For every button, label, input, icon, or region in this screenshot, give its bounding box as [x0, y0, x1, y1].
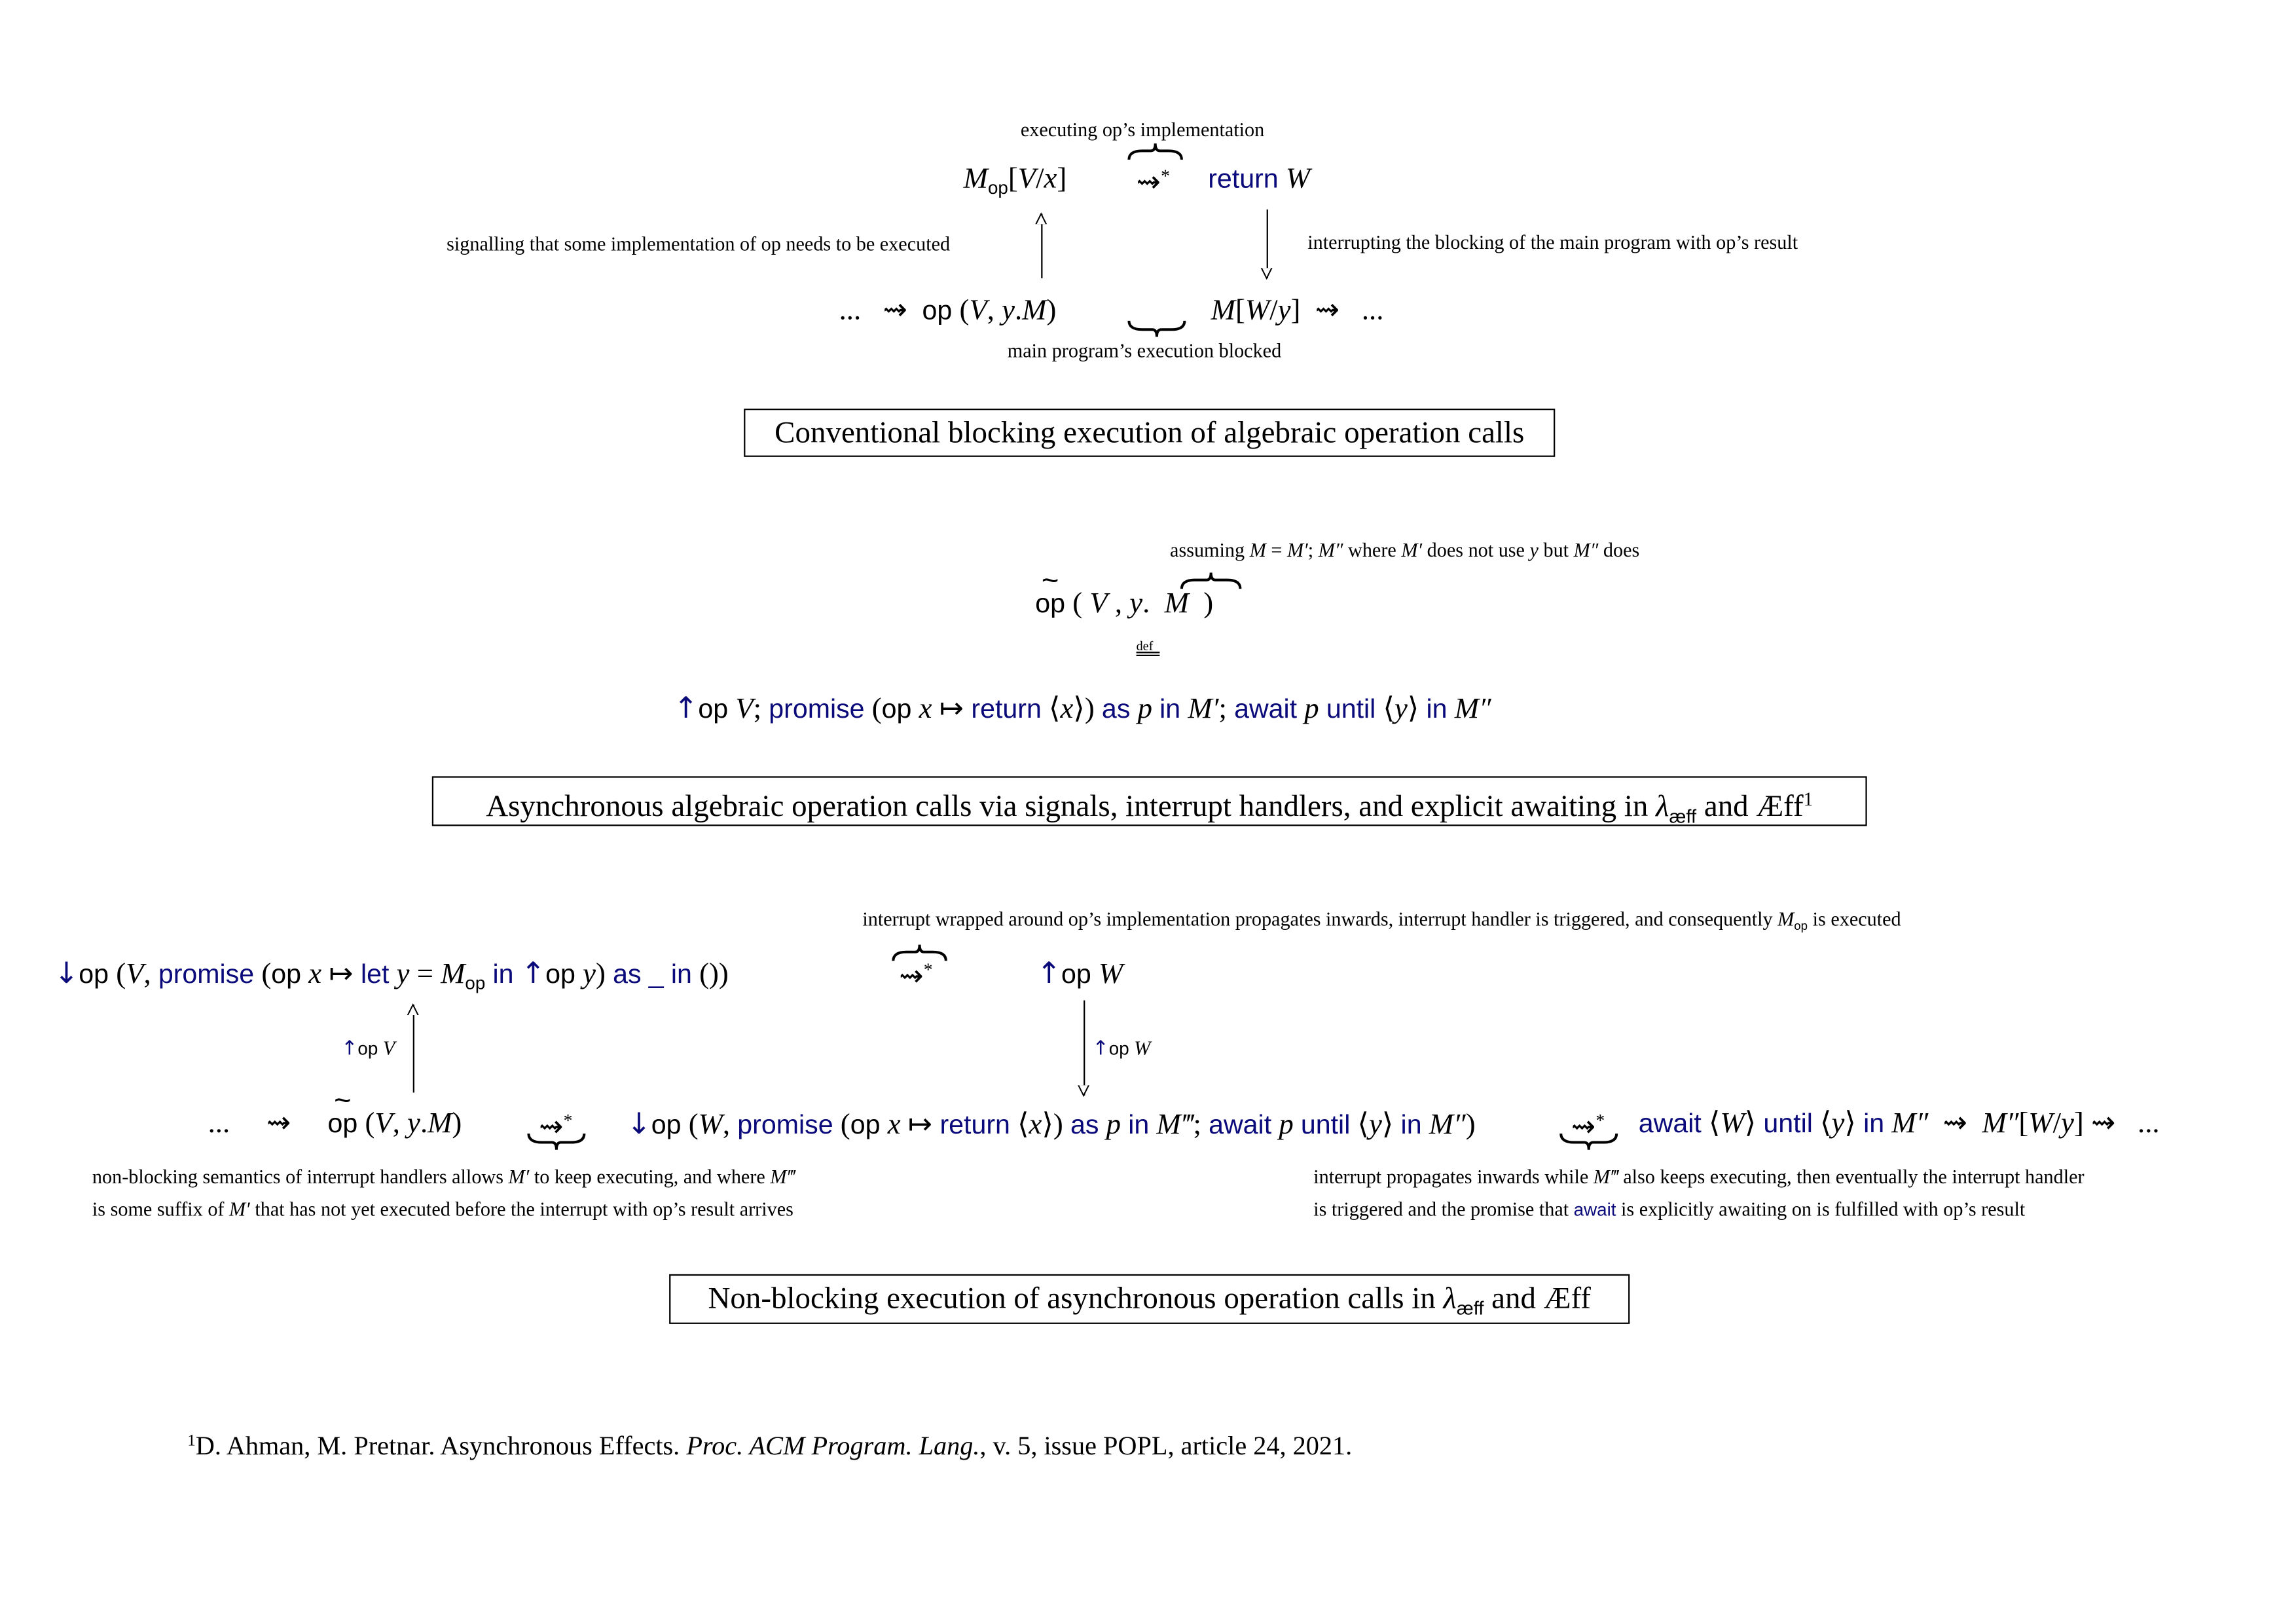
multi-step-arrow — [899, 952, 932, 994]
formula-token: where — [1343, 539, 1402, 561]
keyword: in — [1863, 1107, 1885, 1138]
keyword: promise — [158, 957, 255, 989]
formula-token: M″ — [1454, 692, 1491, 726]
right-note-line-2 — [1313, 1196, 2025, 1223]
formula-token: λ — [1656, 788, 1669, 824]
formula-token: y — [396, 957, 410, 990]
keyword: promise — [737, 1109, 833, 1140]
formula-token: y — [1277, 294, 1291, 327]
up-arrow-icon — [413, 1005, 414, 1092]
formula-token: y — [407, 1107, 420, 1140]
formula-token: op — [1108, 1038, 1129, 1060]
formula-token: and Æff — [1696, 788, 1804, 824]
formula-token — [1129, 1037, 1135, 1060]
blocked-label: main program’s execution blocked — [1007, 339, 1282, 362]
formula-token: M′ — [1287, 539, 1308, 561]
formula-token: / — [1036, 162, 1044, 195]
formula-token — [1319, 693, 1326, 725]
formula-token: V — [1089, 587, 1108, 620]
formula-token: , — [392, 1107, 408, 1140]
formula-token: M″ — [1891, 1107, 1929, 1140]
formula-token: x — [1060, 692, 1074, 726]
formula-token: ; — [1218, 692, 1235, 726]
formula-token: ⇝ — [2083, 1107, 2138, 1140]
formula-token: ↦ — [321, 957, 361, 990]
formula-token — [1180, 693, 1188, 725]
formula-token: . — [1014, 294, 1023, 327]
formula-token: y — [1394, 692, 1408, 726]
formula-token: p — [1106, 1109, 1121, 1141]
formula-token: to keep executing, and where — [529, 1166, 771, 1188]
formula-token: W — [1720, 1107, 1745, 1140]
formula-token: ) — [1465, 1109, 1476, 1141]
formula-token: ] — [2073, 1107, 2084, 1140]
formula-token — [1152, 693, 1159, 725]
interrupt-handler-term — [54, 955, 729, 1001]
def-label: def — [1136, 638, 1154, 654]
formula-token: ⟨ — [1350, 1109, 1370, 1141]
keyword: in — [1400, 1109, 1422, 1140]
formula-token: [ — [2018, 1107, 2029, 1140]
keyword: await — [1209, 1109, 1272, 1140]
formula-token: op — [1794, 918, 1808, 933]
formula-token: W — [1134, 1037, 1151, 1060]
formula-token: ( — [1065, 587, 1090, 620]
signal-arrow-icon: ↑ — [520, 955, 546, 990]
formula-token — [378, 1037, 383, 1060]
interrupt-propagation-label — [862, 906, 1901, 938]
keyword: in — [670, 957, 692, 989]
formula-token: * — [923, 959, 933, 980]
installed-handler-term — [627, 1106, 1475, 1143]
keyword: return — [971, 692, 1042, 724]
formula-token: ( — [864, 692, 882, 726]
formula-token: also keeps executing, then eventually the interrupt handler — [1618, 1166, 2085, 1188]
formula-token: V — [735, 692, 754, 726]
async-op-lhs — [1035, 586, 1213, 621]
formula-token: M — [1022, 294, 1047, 327]
formula-token: y — [1002, 294, 1015, 327]
keyword: await — [1573, 1199, 1616, 1221]
formula-token: λ — [1443, 1280, 1457, 1316]
executing-implementation-label: executing op’s implementation — [1020, 119, 1265, 141]
implementation-term — [964, 161, 1067, 206]
keyword: until — [1763, 1107, 1813, 1138]
formula-token: assuming — [1170, 539, 1250, 561]
signal-arrow-icon: ↑ — [341, 1037, 358, 1061]
overbrace-icon — [1180, 573, 1242, 591]
keyword: await — [1234, 692, 1298, 724]
formula-token: ⟨ — [1376, 692, 1394, 726]
formula-token: x — [308, 957, 322, 990]
formula-token: ⟨ — [1041, 692, 1061, 726]
keyword: until — [1300, 1109, 1351, 1140]
async-op-rhs — [674, 690, 1491, 726]
formula-token: W — [2028, 1107, 2053, 1140]
keyword: in — [1426, 692, 1448, 724]
await-term — [1639, 1106, 2160, 1141]
formula-token: op — [987, 177, 1008, 198]
formula-token: and Æff — [1484, 1280, 1591, 1316]
formula-token: op — [922, 294, 953, 325]
formula-token: [ — [1235, 294, 1245, 327]
formula-token: = — [409, 957, 441, 990]
keyword: return — [1208, 162, 1279, 194]
left-note-line-1 — [92, 1164, 795, 1190]
formula-token — [1091, 958, 1099, 990]
formula-token: M — [1164, 587, 1189, 620]
formula-token: M — [963, 162, 988, 195]
formula-token: / — [1269, 294, 1278, 327]
formula-token: ⟩) — [1073, 692, 1102, 726]
down-arrow-icon — [1267, 210, 1268, 278]
formula-token: M′ — [508, 1166, 530, 1188]
formula-token: ⇝ — [1136, 166, 1161, 199]
formula-token: op — [651, 1109, 682, 1140]
formula-token: ... — [1361, 294, 1384, 327]
signal-arrow-icon: ↑ — [673, 690, 699, 726]
formula-token — [389, 958, 396, 990]
signal-result-term — [1037, 955, 1123, 991]
formula-token: ] — [1057, 162, 1067, 195]
formula-token: * — [1595, 1110, 1605, 1131]
formula-token: is some suffix of — [92, 1198, 230, 1221]
formula-token: M — [1249, 539, 1266, 561]
formula-token: Asynchronous algebraic operation calls via signals, interrupt handlers, and explicit awaiting in — [486, 788, 1656, 824]
formula-token: ↦ — [900, 1109, 940, 1141]
formula-token: M″ — [1573, 539, 1599, 561]
formula-token: W — [698, 1109, 723, 1141]
formula-token: ( — [357, 1107, 375, 1140]
footnote — [187, 1424, 1352, 1464]
formula-token: ⟩ — [1381, 1109, 1401, 1141]
formula-token: ⇝ — [861, 294, 922, 327]
formula-token: is executed — [1808, 908, 1901, 931]
formula-token: ⇝ — [1571, 1111, 1596, 1144]
formula-token: ( — [833, 1109, 850, 1141]
underbrace-icon — [1127, 320, 1186, 337]
formula-token: interrupt propagates inwards while — [1313, 1166, 1594, 1188]
formula-token: p — [1279, 1109, 1294, 1141]
formula-token — [575, 958, 583, 990]
signal-v-label — [341, 1035, 395, 1061]
formula-token: op — [79, 957, 109, 989]
keyword: _ — [648, 957, 664, 989]
formula-token: op — [271, 957, 302, 989]
formula-token — [881, 1109, 888, 1141]
formula-token: / — [2052, 1107, 2062, 1140]
assumption-label — [1170, 538, 1639, 564]
formula-token: ( — [254, 957, 272, 990]
interrupting-label: interrupting the blocking of the main program with op’s result — [1307, 231, 1798, 253]
formula-token: M′ — [1401, 539, 1423, 561]
formula-token: op — [1061, 957, 1091, 989]
formula-token: V — [1017, 162, 1036, 195]
formula-token: M — [1211, 294, 1235, 327]
formula-token: æff — [1669, 805, 1697, 828]
formula-token: D. Ahman, M. Pretnar. Asynchronous Effects. — [195, 1431, 687, 1461]
formula-token: x — [887, 1109, 901, 1141]
formula-token — [642, 958, 649, 990]
formula-token: * — [563, 1110, 573, 1131]
formula-token: M‴ — [770, 1166, 795, 1188]
keyword: in — [1128, 1109, 1150, 1140]
caption-non-blocking — [669, 1274, 1630, 1324]
formula-token: . — [420, 1107, 428, 1140]
formula-token: , — [722, 1109, 738, 1141]
formula-token — [513, 958, 520, 990]
formula-token: ) — [452, 1107, 462, 1140]
formula-token: ... — [839, 294, 862, 327]
down-arrow-icon — [1084, 1001, 1085, 1096]
formula-token: V — [969, 294, 987, 327]
formula-token: M — [428, 1107, 452, 1140]
formula-token: ; — [1193, 1109, 1209, 1141]
formula-token: , — [987, 294, 1002, 327]
formula-token: op — [698, 692, 729, 724]
formula-token — [1130, 693, 1137, 725]
formula-token: that has not yet executed before the interrupt with op’s result arrives — [249, 1198, 793, 1221]
formula-token: M′ — [229, 1198, 250, 1221]
formula-token: V — [126, 957, 144, 990]
formula-token: M′ — [1188, 692, 1219, 726]
formula-token: ; — [1307, 539, 1319, 561]
formula-token: ⇝ — [230, 1107, 328, 1140]
formula-token — [1884, 1107, 1891, 1139]
caption-async — [432, 776, 1867, 826]
keyword: as — [1070, 1109, 1099, 1140]
formula-token: = — [1266, 539, 1288, 561]
formula-token: 1 — [187, 1432, 196, 1450]
formula-token — [1149, 1109, 1156, 1141]
formula-token: ⇝ — [899, 960, 924, 993]
formula-token: ⟨ — [1701, 1107, 1721, 1140]
up-arrow-icon — [1041, 214, 1042, 278]
formula-token — [911, 693, 919, 725]
operation-call-term — [839, 293, 1057, 328]
formula-token: ↦ — [932, 692, 972, 726]
formula-token: non-blocking semantics of interrupt handlers allows — [92, 1166, 509, 1188]
right-note-line-1 — [1313, 1164, 2084, 1190]
formula-token: ... — [208, 1107, 230, 1140]
formula-token: ) — [1046, 294, 1057, 327]
formula-token: ⟨ — [1812, 1107, 1832, 1140]
formula-token: p — [1137, 692, 1152, 726]
formula-token: ⇝ — [539, 1111, 564, 1144]
formula-token: , — [1107, 587, 1130, 620]
formula-token — [664, 958, 671, 990]
signal-arrow-icon: ↑ — [1092, 1037, 1109, 1061]
equals-icon — [1137, 652, 1160, 656]
formula-token: p — [1304, 692, 1319, 726]
keyword: promise — [769, 692, 865, 724]
formula-token: Conventional blocking execution of algebraic operation calls — [774, 414, 1525, 450]
formula-token: ) — [596, 957, 613, 990]
formula-token: W — [1098, 957, 1123, 990]
continuation-term — [1211, 293, 1384, 328]
formula-token: does — [1598, 539, 1640, 561]
formula-token: M — [441, 957, 465, 990]
async-call-term — [208, 1106, 462, 1141]
formula-token: W — [1285, 162, 1311, 195]
keyword: in — [1159, 692, 1181, 724]
formula-token: op — [545, 957, 575, 989]
formula-token: ()) — [691, 957, 729, 990]
signalling-label: signalling that some implementation of op needs to be executed — [446, 232, 951, 255]
keyword: as — [1101, 692, 1131, 724]
formula-token: is triggered and the promise that — [1313, 1198, 1574, 1221]
keyword: as — [613, 957, 642, 989]
formula-token: M‴ — [1156, 1109, 1194, 1141]
formula-token: op — [357, 1038, 378, 1060]
formula-token: M — [1777, 908, 1795, 931]
keyword: await — [1638, 1107, 1702, 1138]
formula-token: Proc. ACM Program. Lang. — [686, 1431, 980, 1461]
formula-token: ⇝ — [1300, 294, 1362, 327]
formula-token: W — [1245, 294, 1270, 327]
formula-token — [728, 693, 735, 725]
underbrace-icon — [1559, 1132, 1618, 1150]
formula-token: M″ — [1318, 539, 1343, 561]
formula-token: x — [1044, 162, 1057, 195]
formula-token: , — [143, 957, 158, 990]
formula-token: y — [1529, 539, 1539, 561]
formula-token: , v. 5, issue POPL, article 24, 2021. — [979, 1431, 1353, 1461]
left-note-line-2 — [92, 1196, 793, 1223]
formula-token: M″ — [1982, 1107, 2019, 1140]
formula-token: ( — [681, 1109, 699, 1141]
formula-token: V — [374, 1107, 393, 1140]
formula-token — [1279, 162, 1286, 194]
formula-token: ) — [1188, 587, 1214, 620]
formula-token: but — [1538, 539, 1574, 561]
overbrace-icon — [1127, 143, 1183, 161]
formula-token: ~ op — [1035, 586, 1065, 621]
formula-token: ⟩ — [1844, 1107, 1864, 1140]
formula-token: x — [1029, 1109, 1042, 1141]
formula-token: æff — [1456, 1297, 1484, 1320]
formula-token: ... — [2138, 1107, 2160, 1140]
formula-token: M″ — [1429, 1109, 1466, 1141]
formula-token: . — [1142, 587, 1165, 620]
formula-token — [301, 958, 308, 990]
formula-token: ⟩ — [1407, 692, 1427, 726]
formula-token: ; — [753, 692, 769, 726]
formula-token: does not use — [1422, 539, 1530, 561]
formula-token: y — [1831, 1107, 1845, 1140]
formula-token: ⇝ — [1928, 1107, 1982, 1140]
formula-token: op — [881, 692, 912, 724]
formula-token: ( — [952, 294, 970, 327]
keyword: until — [1326, 692, 1376, 724]
formula-token: V — [382, 1037, 395, 1060]
formula-token — [1422, 1109, 1429, 1141]
formula-token: y — [1369, 1109, 1382, 1141]
multi-step-arrow — [1137, 158, 1170, 200]
formula-token: y — [583, 957, 596, 990]
formula-token: M‴ — [1593, 1166, 1618, 1188]
formula-token: ⟨ — [1010, 1109, 1029, 1141]
formula-token — [1297, 693, 1304, 725]
formula-token: ( — [109, 957, 126, 990]
keyword: let — [360, 957, 390, 989]
formula-token: Non-blocking execution of asynchronous operation calls in — [708, 1280, 1444, 1316]
keyword: return — [939, 1109, 1010, 1140]
caption-blocking — [744, 409, 1555, 457]
formula-token: ~ op — [327, 1106, 357, 1141]
formula-token: [ — [1008, 162, 1018, 195]
signal-arrow-icon: ↓ — [54, 955, 79, 990]
return-result-term — [1208, 161, 1310, 196]
keyword: in — [492, 957, 514, 989]
formula-token: y — [2061, 1107, 2074, 1140]
formula-token: op — [850, 1109, 881, 1140]
formula-token: ⟩) — [1042, 1109, 1070, 1141]
signal-w-label — [1093, 1035, 1151, 1061]
signal-arrow-icon: ↑ — [1036, 955, 1062, 990]
formula-token: ⟩ — [1744, 1107, 1764, 1140]
formula-token: is explicitly awaiting on is fulfilled with op’s result — [1616, 1198, 2026, 1221]
formula-token: y — [1129, 587, 1143, 620]
formula-token: * — [1161, 165, 1170, 187]
underbrace-icon — [527, 1132, 585, 1150]
formula-token: op — [465, 972, 486, 994]
signal-arrow-icon: ↓ — [627, 1105, 651, 1141]
formula-token: 1 — [1803, 788, 1813, 810]
formula-token: ] — [1290, 294, 1301, 327]
formula-token: interrupt wrapped around op’s implementation propagates inwards, interrupt handler is triggered, and consequently — [862, 908, 1778, 931]
formula-token: x — [919, 692, 932, 726]
